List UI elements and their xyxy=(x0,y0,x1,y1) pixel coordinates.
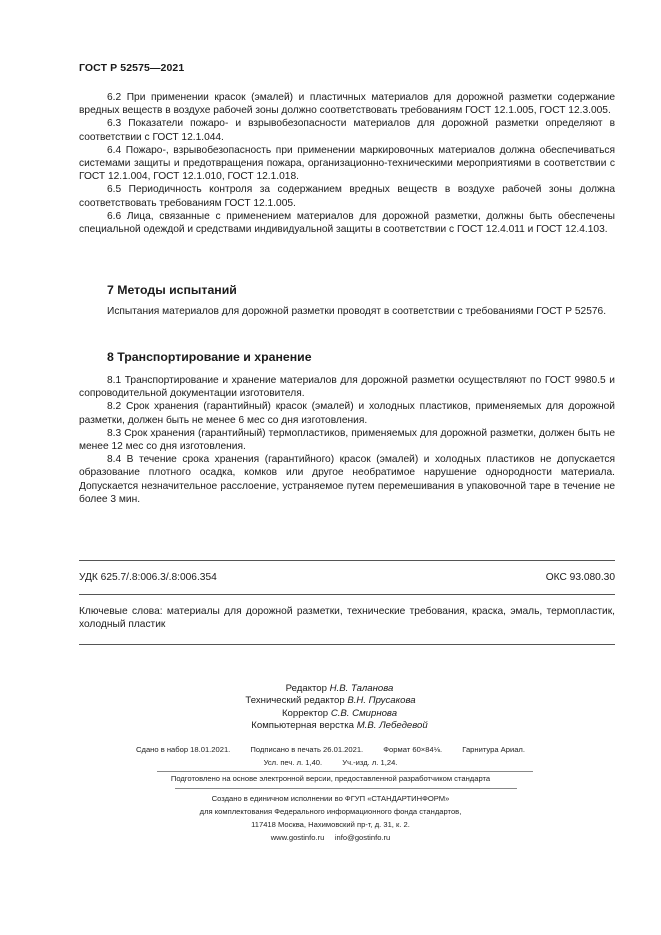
imprint-typeface: Гарнитура Ариал. xyxy=(462,745,525,754)
top-divider xyxy=(79,560,615,561)
section-7-body xyxy=(79,305,615,318)
paragraph-8-2: 8.2 Срок хранения (гарантийный) красок (эмалей) и холодных пластиков, применяемых для дорожной разметки, должен быть не менее 6 мес со дня изготовления. xyxy=(79,401,615,426)
standard-header: ГОСТ Р 52575—2021 xyxy=(79,62,185,74)
paragraph-6-3: 6.3 Показатели пожаро- и взрывобезопасности материалов для дорожной разметки определяют в соответствии с ГОСТ 12.1.044. xyxy=(79,118,615,143)
imprint-pub-sheets: Уч.-изд. л. 1,24. xyxy=(342,758,398,767)
publisher-website-link[interactable]: www.gostinfo.ru xyxy=(270,833,325,842)
credit-name: С.В. Смирнова xyxy=(330,707,398,719)
credit-role: Корректор xyxy=(281,707,329,719)
credit-name: В.Н. Прусакова xyxy=(347,695,416,707)
publisher-email-link[interactable]: info@gostinfo.ru xyxy=(334,833,391,842)
section-6-body xyxy=(79,91,615,236)
credits-block xyxy=(0,683,661,733)
section-7-heading: 7 Методы испытаний xyxy=(107,283,237,297)
imprint-print-sheets: Усл. печ. л. 1,40. xyxy=(263,758,323,767)
middle-divider xyxy=(79,594,615,595)
section-8-body xyxy=(79,374,615,506)
bottom-divider xyxy=(79,644,615,645)
imprint-signed: Подписано в печать 26.01.2021. xyxy=(250,745,364,754)
imprint-line-1 xyxy=(0,744,661,756)
publisher-contacts xyxy=(0,831,661,844)
credit-tech-editor xyxy=(0,695,661,707)
imprint-submitted: Сдано в набор 18.01.2021. xyxy=(136,745,231,754)
oks-code: ОКС 93.080.30 xyxy=(545,572,615,583)
paragraph-6-5: 6.5 Периодичность контроля за содержанием вредных веществ в воздухе рабочей зоны должна соответствовать требованиям ГОСТ 12.1.005. xyxy=(79,184,615,209)
imprint-line-2 xyxy=(0,757,661,769)
credit-name: М.В. Лебедевой xyxy=(356,720,428,732)
imprint-prepared: Подготовлено на основе электронной версии, предоставленной разработчиком стандарта xyxy=(170,774,491,783)
credit-corrector xyxy=(0,708,661,720)
credit-role: Компьютерная верстка xyxy=(251,720,355,732)
imprint-divider xyxy=(157,771,533,772)
credit-name: Н.В. Таланова xyxy=(329,683,394,694)
publisher-divider xyxy=(175,788,517,789)
credit-role: Редактор xyxy=(285,683,327,694)
publisher-address: 117418 Москва, Нахимовский пр-т, д. 31, к. 2. xyxy=(251,820,410,829)
paragraph-6-6: 6.6 Лица, связанные с применением материалов для дорожной разметки, должны быть обеспечены специальной одеждой и средствами индивидуальной защиты в соответствии с ГОСТ 12.4.011 и ГОСТ 12.4.103. xyxy=(79,210,615,236)
publisher-line: для комплектования Федерального информационного фонда стандартов, xyxy=(199,807,462,816)
paragraph-6-4: 6.4 Пожаро-, взрывобезопасность при применении маркировочных материалов должна обеспечиваться системами защиты и предотвращения пожара, организационно-техническими мероприятиями в соответствии с ГОСТ 12.1.004, ГОСТ 12.1.010, ГОСТ 12.1.018. xyxy=(79,144,615,183)
paragraph-8-1: 8.1 Транспортирование и хранение материалов для дорожной разметки осуществляют по ГОСТ 9980.5 и сопроводительной документации изготовителя. xyxy=(79,375,615,400)
imprint-format: Формат 60×84⅛. xyxy=(383,745,443,754)
keywords: Ключевые слова: материалы для дорожной разметки, технические требования, краска, эмаль, термопластик, холодный пластик xyxy=(79,606,615,631)
paragraph-8-4: 8.4 В течение срока хранения (гарантийного) красок (эмалей) и холодных пластиков не допускается образование плотного осадка, комков или другое необратимое нарушение однородности материала. Допускается незначительное расслоение, устраняемое путем перемешивания в упаковочной таре в течение не более 3 мин. xyxy=(79,454,615,505)
section-8-heading: 8 Транспортирование и хранение xyxy=(107,350,312,364)
publisher-line: Создано в единичном исполнении во ФГУП «СТАНДАРТИНФОРМ» xyxy=(211,794,450,803)
paragraph-8-3: 8.3 Срок хранения (гарантийный) термопластиков, применяемых для дорожной разметки, должен быть не менее 12 мес со дня изготовления. xyxy=(79,427,615,453)
credit-role: Технический редактор xyxy=(245,695,345,707)
credit-editor xyxy=(0,683,661,695)
publisher-block xyxy=(0,792,661,844)
paragraph-6-2: 6.2 При применении красок (эмалей) и пластичных материалов для дорожной разметки содержание вредных веществ в воздухе рабочей зоны должно соответствовать требованиям ГОСТ 12.1.005, ГОСТ 12.3.005. xyxy=(79,92,615,117)
credit-layout xyxy=(0,720,661,732)
udk-code: УДК 625.7/.8:006.3/.8:006.354 xyxy=(79,572,217,583)
paragraph-7: Испытания материалов для дорожной разметки проводят в соответствии с требованиями ГОСТ Р 52576. xyxy=(107,306,607,317)
